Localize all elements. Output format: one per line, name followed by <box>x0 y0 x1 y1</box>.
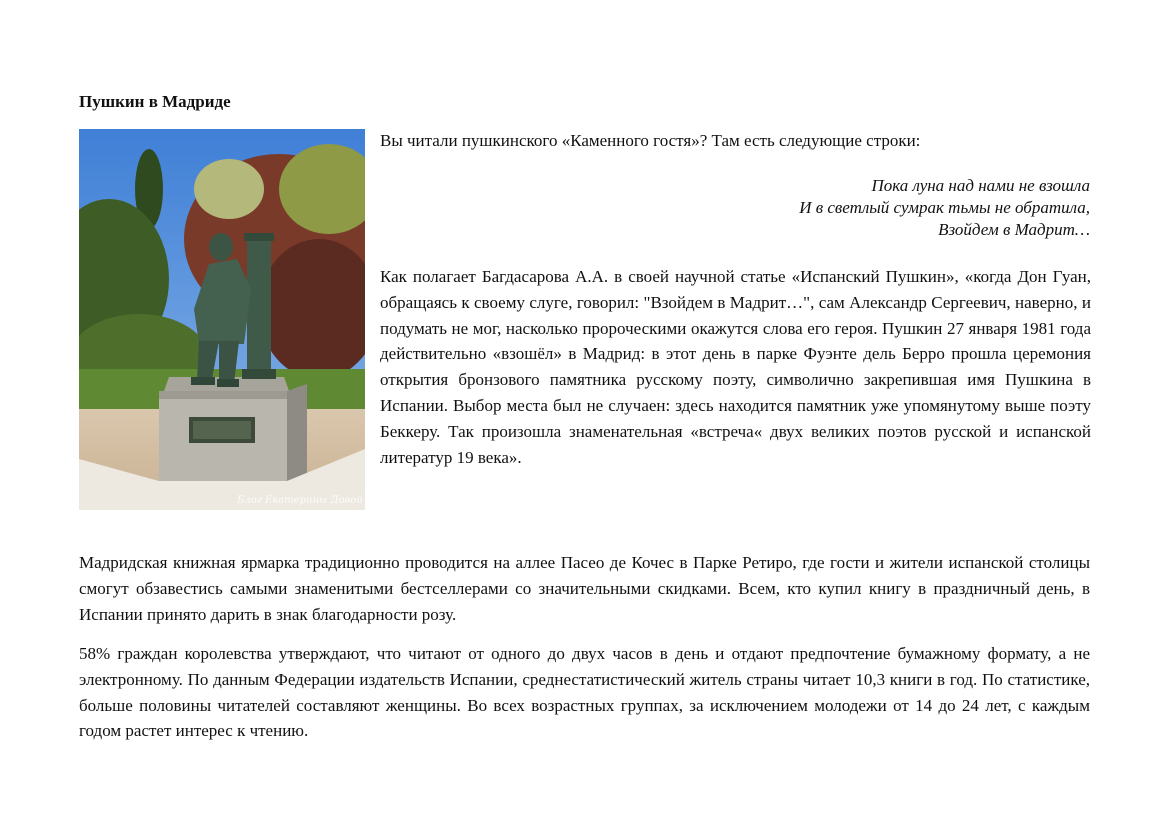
body-paragraph: Как полагает Багдасарова А.А. в своей научной статье «Испанский Пушкин», «когда Дон Гуан, обращаясь к своему слуге, говорил: "Взойдем в Мадрит…", сам Александр Сергеевич, наверно, и подумать не мог, насколько пророческими окажутся слова его героя. Пушкин 27 января 1981 года действительно «взошёл» в Мадрид: в этот день в парке Фуэнте дель Берро прошла церемония открытия бронзового памятника русскому поэту, символично закрепившая имя Пушкина в Испании. Выбор места был не случаен: здесь находится памятник уже упомянутому выше поэту Беккеру. Так произошла знаменательная «встреча« двух великих поэтов русской и испанской литератур 19 века». <box>380 267 1091 467</box>
poem-line: Взойдем в Мадрит… <box>938 220 1090 239</box>
body-paragraph: Мадридская книжная ярмарка традиционно проводится на аллее Пасео де Кочес в Парке Ретиро, где гости и жители испанской столицы смогут обзавестись самыми знаменитыми бестселлерами со значительными скидками. Всем, кто купил книгу в праздничный день, в Испании принято дарить в знак благодарности розу. <box>79 553 1090 624</box>
body-paragraph: 58% граждан королевства утверждают, что читают от одного до двух часов в день и отдают предпочтение бумажному формату, а не электронному. По данным Федерации издательств Испании, среднестатистический житель страны читает 10,3 книги в год. По статистике, больше половины читателей составляют женщины. Во всех возрастных группах, за исключением молодежи от 14 до 24 лет, с каждым годом растет интерес к чтению. <box>79 644 1090 741</box>
poem-line: И в светлый сумрак тьмы не обратила, <box>799 198 1090 217</box>
intro-text: Вы читали пушкинского «Каменного гостя»? Там есть следующие строки: <box>380 131 921 150</box>
page-title: Пушкин в Мадриде <box>79 92 231 111</box>
photo-watermark: Блог Екатерины Довой <box>237 495 363 506</box>
poem-line: Пока луна над нами не взошла <box>871 176 1090 195</box>
pushkin-monument-photo <box>79 129 365 510</box>
poem-quote <box>380 175 1090 241</box>
